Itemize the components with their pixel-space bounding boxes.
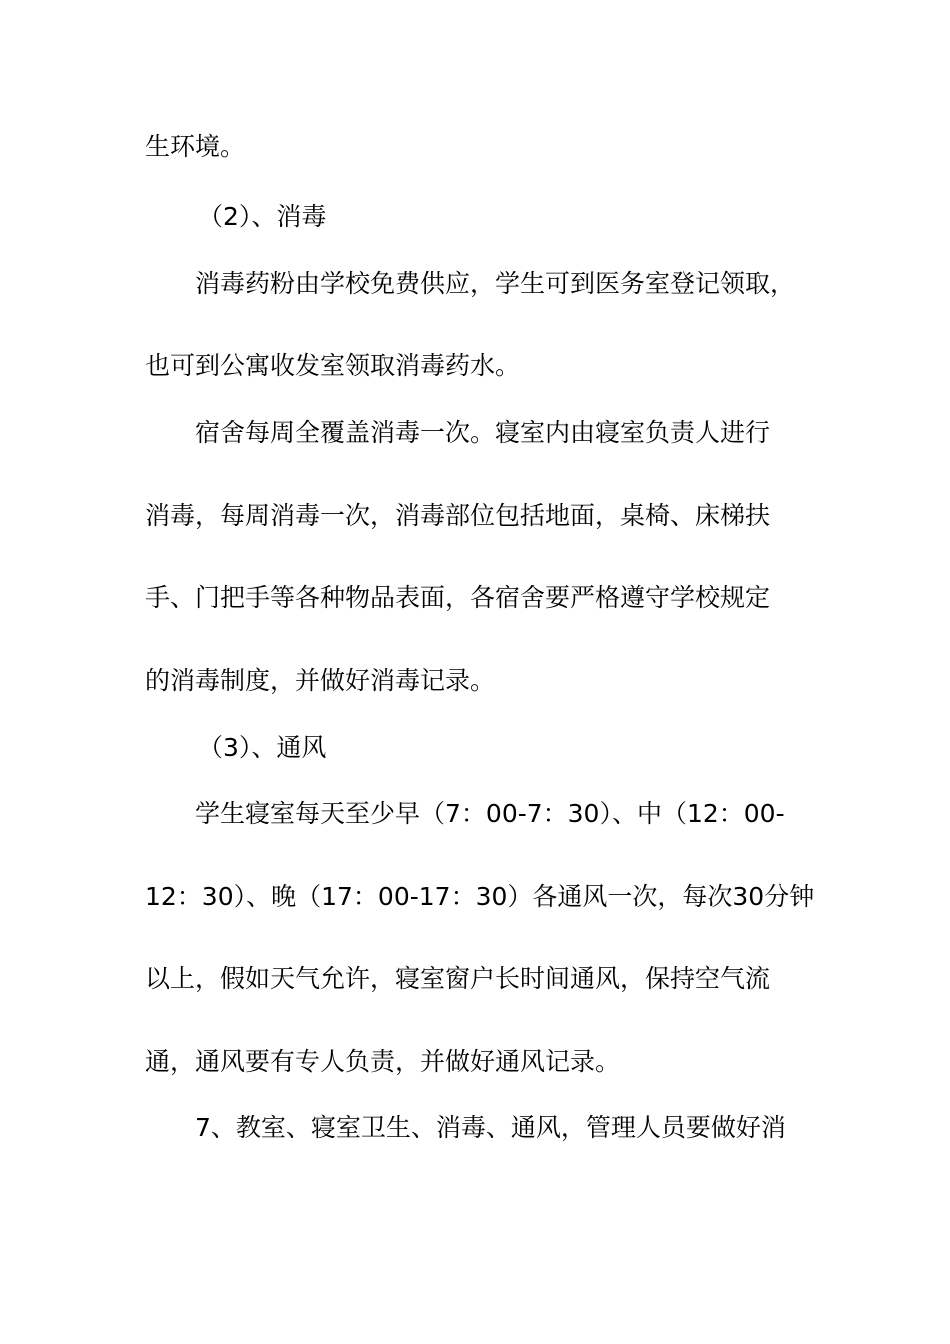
section-heading-disinfection: （2）、消毒 [198, 202, 327, 231]
text-line: 也可到公寓收发室领取消毒药水。 [145, 351, 521, 380]
text-line: 生环境。 [145, 132, 246, 161]
text-line: 消毒药粉由学校免费供应，学生可到医务室登记领取， [195, 269, 796, 298]
text-line: 宿舍每周全覆盖消毒一次。寝室内由寝室负责人进行 [195, 418, 771, 447]
text-line: 12：30）、晚（17：00-17：30）各通风一次，每次30分钟 [145, 882, 815, 911]
text-line: 通，通风要有专人负责，并做好通风记录。 [145, 1047, 621, 1076]
text-line: 的消毒制度，并做好消毒记录。 [145, 666, 496, 695]
text-line: 手、门把手等各种物品表面，各宿舍要严格遵守学校规定 [145, 583, 771, 612]
text-line: 7、教室、寝室卫生、消毒、通风，管理人员要做好消 [195, 1113, 786, 1142]
text-line: 学生寝室每天至少早（7：00-7：30）、中（12：00- [195, 799, 785, 828]
text-line: 以上，假如天气允许，寝室窗户长时间通风，保持空气流 [145, 964, 771, 993]
section-heading-ventilation: （3）、通风 [198, 733, 327, 762]
text-line: 消毒，每周消毒一次，消毒部位包括地面，桌椅、床梯扶 [145, 501, 771, 530]
